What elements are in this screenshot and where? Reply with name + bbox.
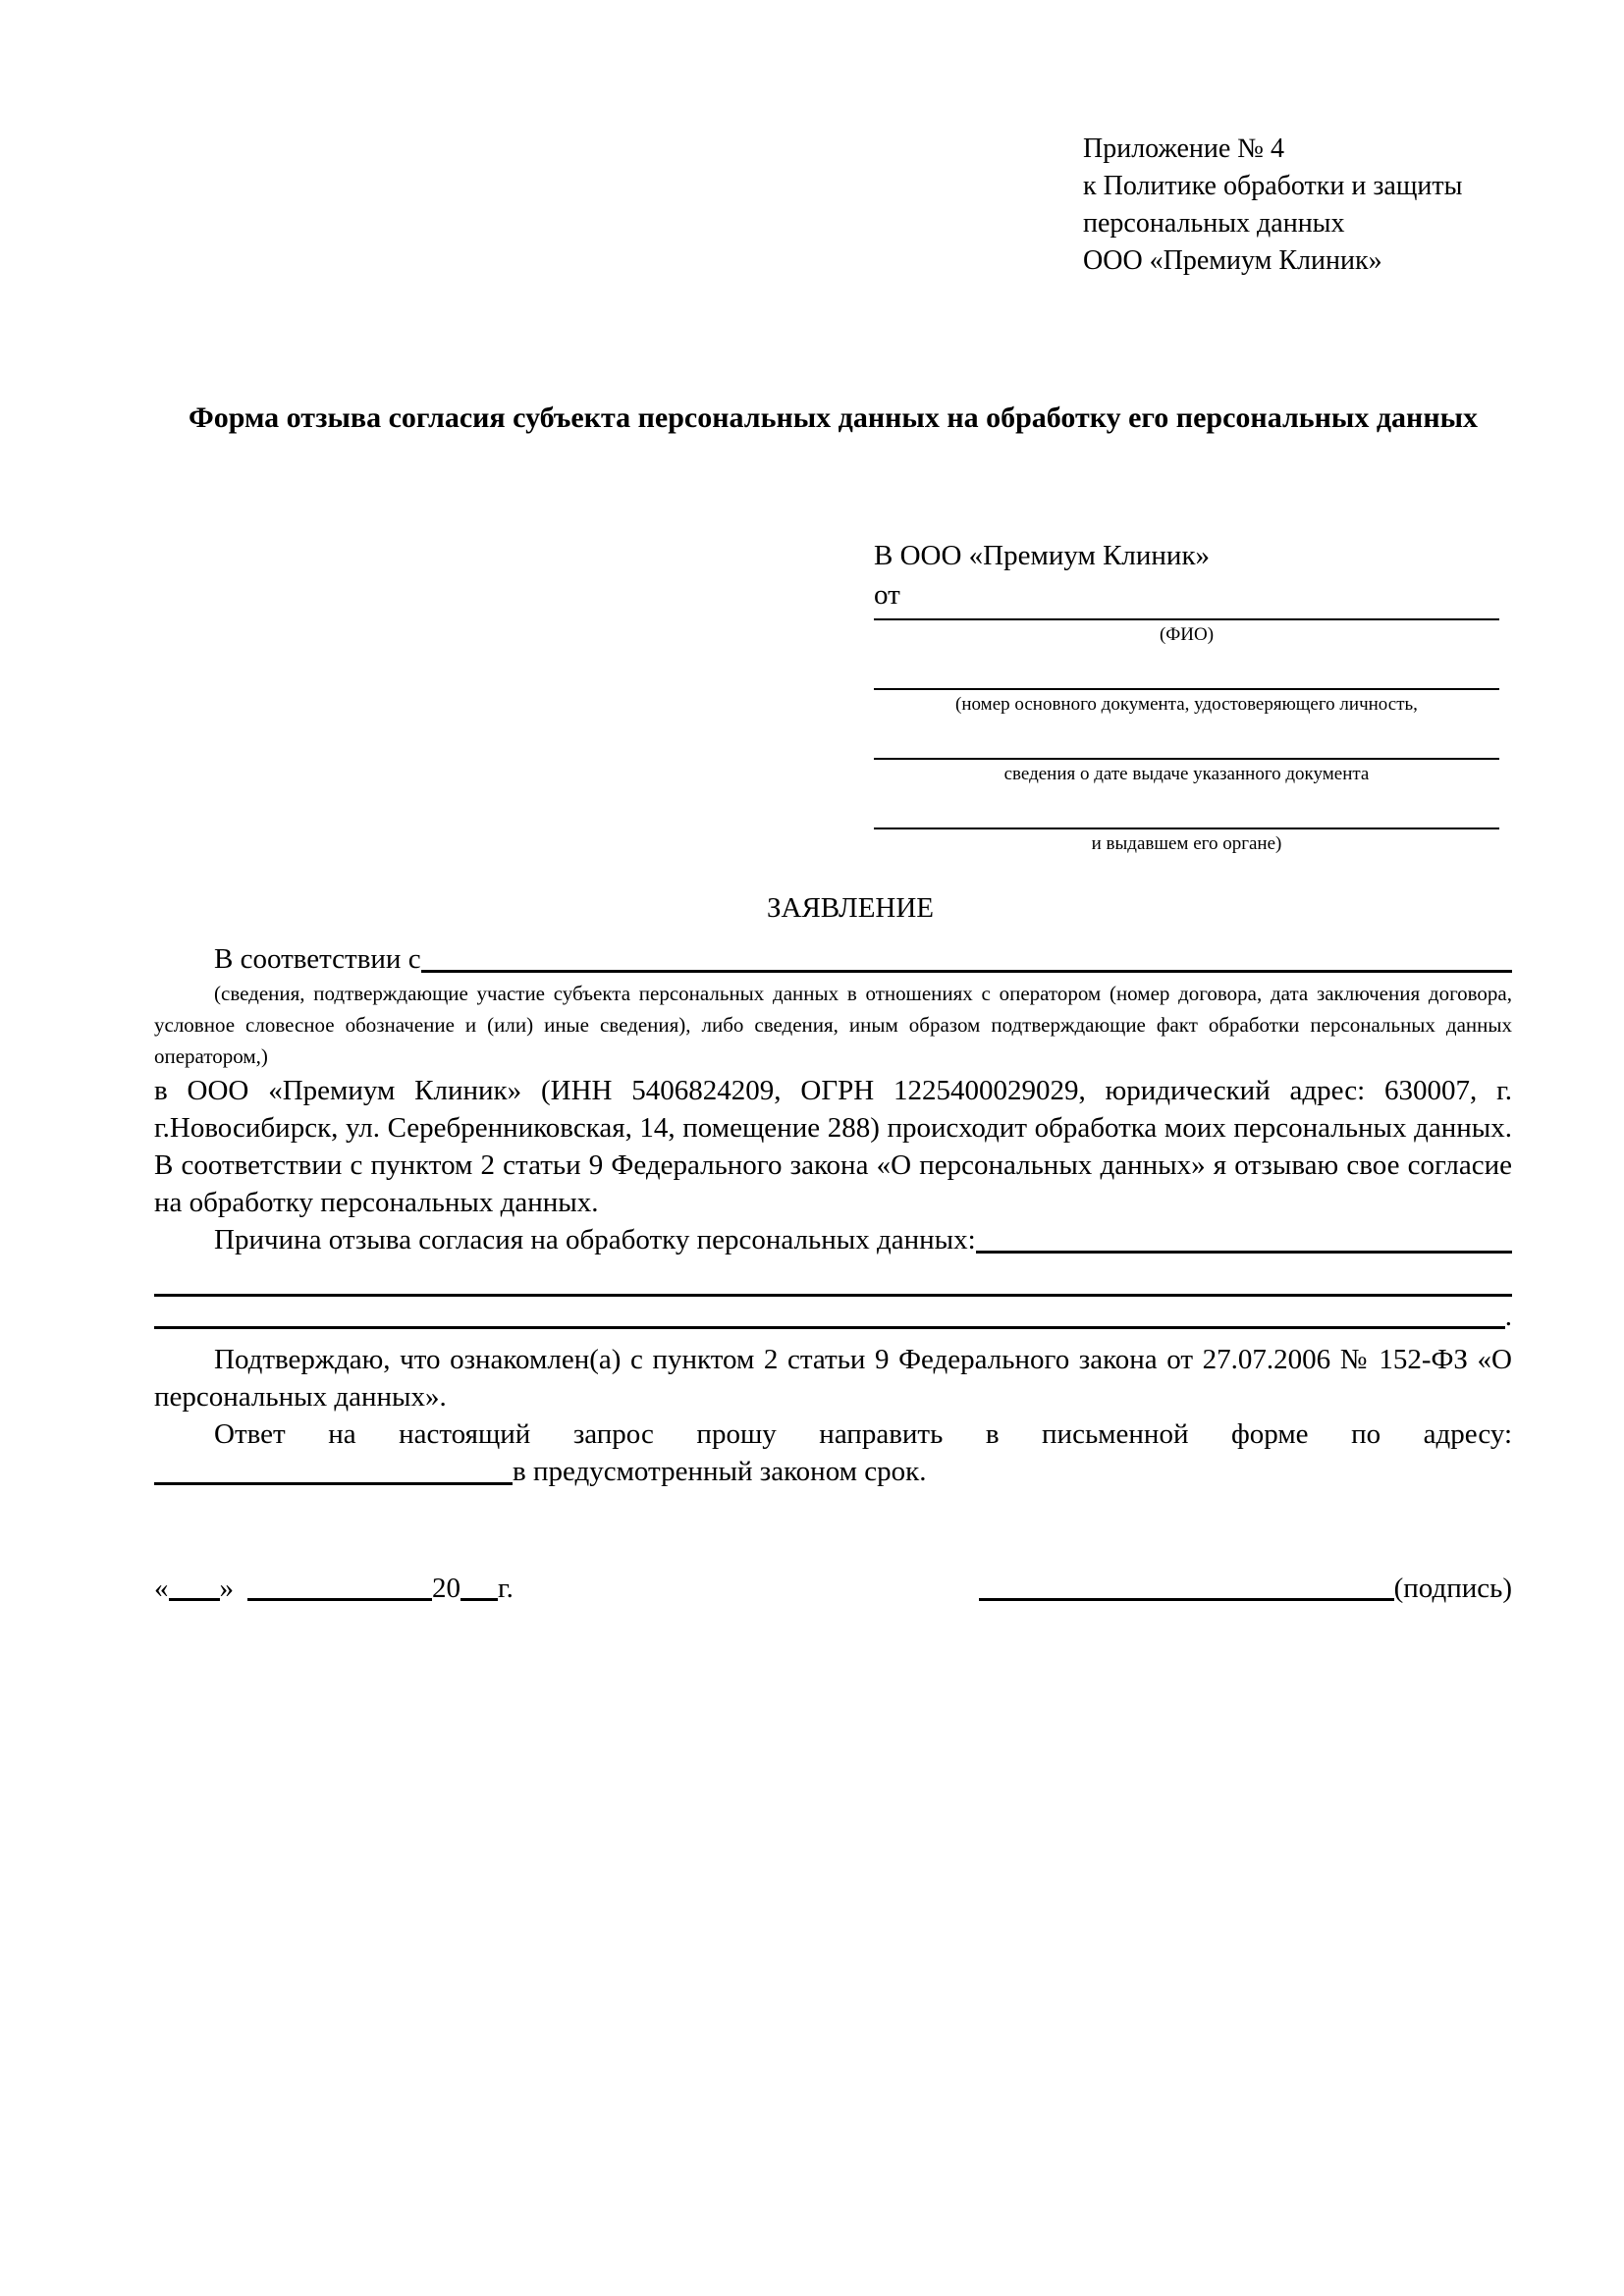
- reason-blank-line-2: [154, 1258, 1512, 1297]
- recipient-to: В ООО «Премиум Клиник»: [874, 540, 1211, 571]
- issuing-authority-blank-line: [874, 828, 1499, 829]
- reason-blank-line: [976, 1221, 1512, 1254]
- document-number-field: [874, 688, 1499, 717]
- intro-line: [154, 940, 1512, 978]
- annex-note-line: Приложение № 4: [1083, 133, 1284, 164]
- intro-label: В соответствии с: [214, 943, 421, 975]
- address-blank-line: [154, 1453, 513, 1485]
- date-month-blank: [247, 1594, 432, 1601]
- statement-heading: ЗАЯВЛЕНИЕ: [766, 892, 935, 924]
- reason-blank-line-3-rule: [154, 1326, 1505, 1329]
- date-field: [154, 1570, 514, 1607]
- annex-note-line: к Политике обработки и защиты: [1083, 171, 1463, 201]
- intro-blank-line: [421, 940, 1512, 973]
- fio-field: [874, 618, 1499, 647]
- date-quote-close: »: [219, 1573, 234, 1604]
- document-number-blank-line: [874, 688, 1499, 690]
- signature-field: [979, 1570, 1512, 1607]
- issue-date-field: [874, 758, 1499, 786]
- reply-address-line: [154, 1453, 1512, 1490]
- signature-caption: (подпись): [1393, 1573, 1512, 1604]
- reply-request-line: Ответ на настоящий запрос прошу направить в письменной форме по адресу:: [214, 1418, 1512, 1450]
- reason-label: Причина отзыва согласия на обработку персональных данных:: [214, 1224, 976, 1255]
- issue-date-blank-line: [874, 758, 1499, 760]
- document-number-caption: (номер основного документа, удостоверяющего личность,: [955, 694, 1418, 715]
- issuing-authority-caption: и выдавшем его органе): [1091, 833, 1282, 854]
- issuing-authority-field: [874, 828, 1499, 856]
- fio-caption: (ФИО): [1159, 624, 1215, 645]
- annex-note-line: персональных данных: [1083, 208, 1345, 239]
- reason-terminator: .: [1504, 1301, 1512, 1332]
- date-year-blank: [460, 1594, 498, 1601]
- annex-note: [1083, 131, 1515, 280]
- recipient-from-label: от: [874, 579, 900, 611]
- form-title: Форма отзыва согласия субъекта персональных данных на обработку его персональных данных: [188, 401, 1479, 434]
- statement-section: [154, 888, 1512, 1607]
- reply-suffix: в предусмотренный законом срок.: [513, 1456, 927, 1487]
- date-year-prefix: 20: [432, 1573, 460, 1604]
- acknowledgement-paragraph: Подтверждаю, что ознакомлен(а) с пунктом 2 статьи 9 Федерального закона от 27.07.2006 № 152-ФЗ «О персональных данных».: [154, 1344, 1512, 1413]
- recipient-block: [874, 536, 1499, 856]
- reason-line: [154, 1221, 1512, 1258]
- issue-date-caption: сведения о дате выдаче указанного документа: [1003, 764, 1370, 784]
- intro-footnote: (сведения, подтверждающие участие субъекта персональных данных в отношениях с оператором (номер договора, дата заключения договора, условное словесное обозначение и (или) иные сведения), либо сведения, иным образом подтверждающие факт обработки персональных данных оператором,): [154, 982, 1512, 1068]
- signature-blank-line: [979, 1594, 1394, 1601]
- date-year-suffix: г.: [498, 1573, 514, 1604]
- date-signature-row: [154, 1563, 1512, 1607]
- statement-body: в ООО «Премиум Клиник» (ИНН 5406824209, ОГРН 1225400029029, юридический адрес: 630007, г. г.Новосибирск, ул. Серебренниковская, 14, помещение 288) происходит обработка моих персональных данных. В соответствии с пунктом 2 статьи 9 Федерального закона «О персональных данных» я отзываю свое согласие на обработку персональных данных.: [154, 1075, 1512, 1218]
- annex-note-line: ООО «Премиум Клиник»: [1083, 245, 1382, 276]
- reason-blank-line-3: [154, 1297, 1512, 1331]
- fio-blank-line: [874, 618, 1499, 620]
- date-day-blank: [169, 1594, 220, 1601]
- date-quote-open: «: [154, 1573, 169, 1604]
